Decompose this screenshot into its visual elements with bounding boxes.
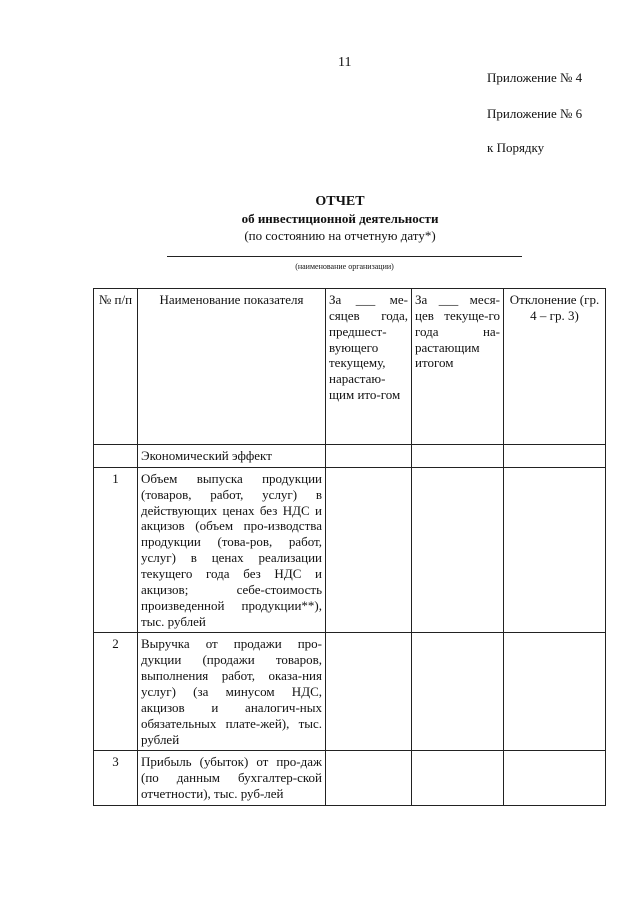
row-indicator: Прибыль (убыток) от про-даж (по данным бухгалтер-ской отчетности), тыс. руб-лей xyxy=(138,751,326,806)
row-value-cell xyxy=(326,751,412,806)
table-row xyxy=(94,633,606,751)
row-value-cell xyxy=(504,751,606,806)
section-empty-cell xyxy=(412,445,504,468)
table-header-row xyxy=(94,289,606,445)
header-prev-period: За ___ ме-сяцев года, предшест-вующего текущему, нарастаю-щим ито-гом xyxy=(326,289,412,445)
row-num: 3 xyxy=(94,751,138,806)
header-num: № п/п xyxy=(94,289,138,445)
row-indicator: Выручка от продажи про-дукции (продажи товаров, выполнения работ, оказа-ния услуг) (за минусом НДС, акцизов и аналогич-ных обязательных плате-жей), тыс. рублей xyxy=(138,633,326,751)
organization-name-line xyxy=(167,256,522,257)
table-row xyxy=(94,751,606,806)
appendix-label-2: Приложение № 6 xyxy=(487,106,583,121)
header-deviation: Отклонение (гр. 4 – гр. 3) xyxy=(504,289,606,445)
row-value-cell xyxy=(412,467,504,633)
row-value-cell xyxy=(504,467,606,633)
section-empty-cell xyxy=(326,445,412,468)
table-row xyxy=(94,467,606,633)
title-block xyxy=(160,194,520,244)
row-value-cell xyxy=(412,633,504,751)
row-value-cell xyxy=(504,633,606,751)
row-value-cell xyxy=(326,467,412,633)
report-date-note: (по состоянию на отчетную дату*) xyxy=(244,228,436,243)
report-title: ОТЧЕТ xyxy=(315,194,365,209)
header-name: Наименование показателя xyxy=(138,289,326,445)
section-num-cell xyxy=(94,445,138,468)
row-indicator: Объем выпуска продукции (товаров, работ, услуг) в действующих ценах без НДС и акцизов (объем про-изводства продукции (това-ров, работ, услуг) в ценах реализации текущего года без НДС и акцизов; себе-стоимость произведенной продукции**), тыс. рублей xyxy=(138,467,326,633)
header-current-period: За ___ меся-цев текуще-го года на-растающим итогом xyxy=(412,289,504,445)
row-num: 1 xyxy=(94,467,138,633)
appendix-reference: к Порядку xyxy=(487,140,545,155)
report-table xyxy=(93,288,606,806)
section-empty-cell xyxy=(504,445,606,468)
row-value-cell xyxy=(326,633,412,751)
page-number: 11 xyxy=(338,55,352,70)
organization-caption: (наименование организации) xyxy=(295,262,394,271)
section-title: Экономический эффект xyxy=(138,445,326,468)
report-subtitle: об инвестиционной деятельности xyxy=(241,211,439,226)
row-value-cell xyxy=(412,751,504,806)
appendix-label-1: Приложение № 4 xyxy=(487,70,583,85)
row-num: 2 xyxy=(94,633,138,751)
section-row xyxy=(94,445,606,468)
